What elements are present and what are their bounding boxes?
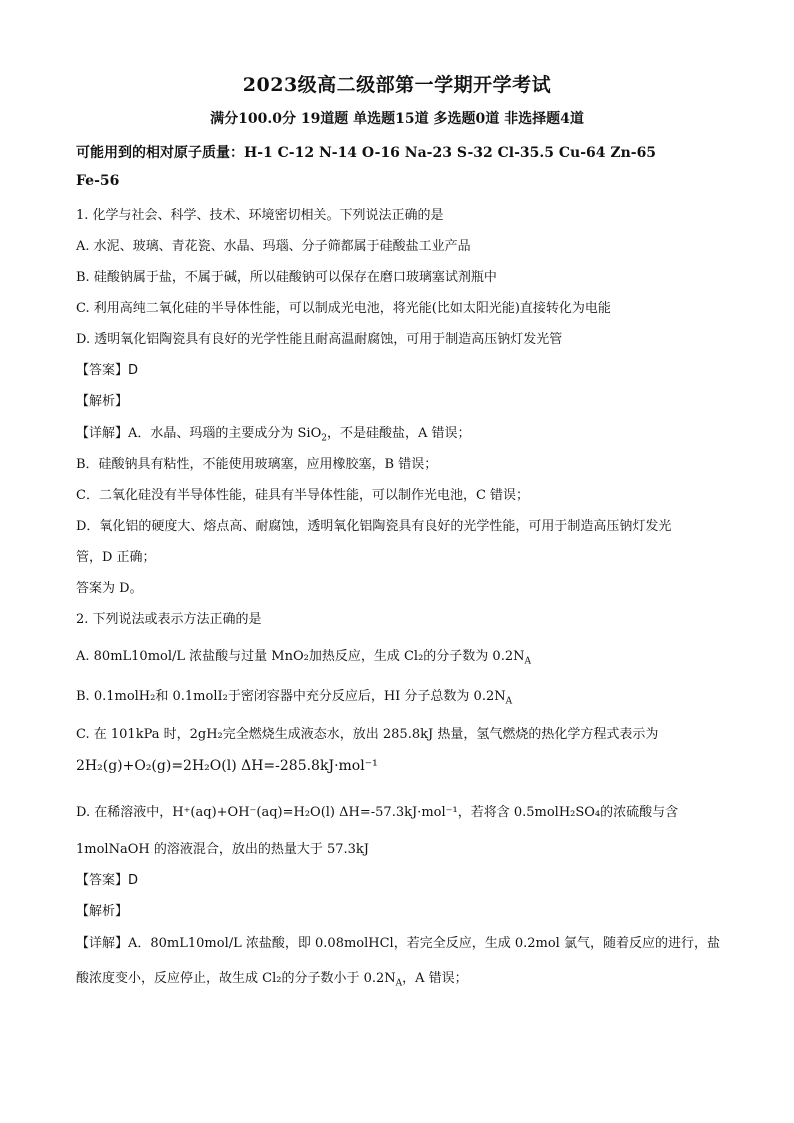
question-1-stem: 1. 化学与社会、科学、技术、环境密切相关。下列说法正确的是 [76, 208, 444, 223]
atomic-masses-line-2: Fe-56 [76, 173, 120, 189]
question-2-option-a [76, 645, 531, 667]
question-1-conclusion: 答案为 D。 [76, 581, 143, 596]
detail-2-tail: ，A 错误； [402, 971, 468, 986]
question-1-answer: 【答案】D [76, 363, 139, 378]
question-1-detail-d-cont: 管，D 正确； [76, 550, 156, 565]
question-1-analysis-label: 【解析】 [76, 394, 129, 409]
atomic-masses-line: 可能用到的相对原子质量：H-1 C-12 N-14 O-16 Na-23 S-32 Cl-35.5 Cu-64 Zn-65 [76, 145, 657, 161]
question-2-option-c: C. 在 101kPa 时，2gH₂完全燃烧生成液态水，放出 285.8kJ 热量，氢气燃烧的热化学方程式表示为 [76, 727, 659, 742]
question-2-answer: 【答案】D [76, 873, 139, 888]
detail-a-tail: ，不是硅酸盐，A 错误； [326, 426, 471, 441]
option-b-text: B. 0.1molH₂和 0.1molI₂于密闭容器中充分反应后，HI 分子总数为 0.2N [76, 689, 506, 704]
question-2-analysis-label: 【解析】 [76, 904, 129, 919]
na-subscript: A [395, 978, 403, 989]
thermochemical-equation: 2H₂(g)+O₂(g)=2H₂O(l) ΔH=-285.8kJ·mol⁻¹ [76, 758, 378, 774]
question-2-detail-1: 【详解】A．80mL10mol/L 浓盐酸，即 0.08molHCl，若完全反应，生成 0.2mol 氯气，随着反应的进行，盐 [76, 936, 720, 951]
question-1-detail-a [76, 422, 471, 444]
detail-a-subscript: 2 [321, 433, 327, 444]
detail-2-text: 酸浓度变小，反应停止，故生成 Cl₂的分子数小于 0.2N [76, 971, 396, 986]
question-1-detail-c: C．二氧化硅没有半导体性能，硅具有半导体性能，可以制作光电池，C 错误； [76, 488, 530, 503]
question-1-option-c: C. 利用高纯二氧化硅的半导体性能，可以制成光电池，将光能(比如太阳光能)直接转化为电能 [76, 301, 611, 316]
question-1-detail-b: B．硅酸钠具有粘性，不能使用玻璃塞，应用橡胶塞，B 错误； [76, 457, 438, 472]
question-1-option-d: D. 透明氧化铝陶瓷具有良好的光学性能且耐高温耐腐蚀，可用于制造高压钠灯发光管 [76, 332, 563, 347]
question-1-option-a: A. 水泥、玻璃、青花瓷、水晶、玛瑙、分子筛都属于硅酸盐工业产品 [76, 239, 471, 254]
exam-title: 2023级高二级部第一学期开学考试 [242, 74, 552, 96]
na-subscript: A [524, 656, 531, 667]
exam-summary: 满分100.0分 19道题 单选题15道 多选题0道 非选择题4道 [210, 111, 584, 127]
question-2-detail-2 [76, 967, 468, 989]
question-1-detail-d: D．氧化铝的硬度大、熔点高、耐腐蚀，透明氧化铝陶瓷具有良好的光学性能，可用于制造高压钠灯发光 [76, 519, 672, 534]
na-subscript: A [505, 696, 513, 707]
option-a-text: A. 80mL10mol/L 浓盐酸与过量 MnO₂加热反应，生成 Cl₂的分子数为 0.2N [76, 649, 525, 664]
detail-a-text: 【详解】A．水晶、玛瑙的主要成分为 SiO [76, 426, 322, 441]
question-2-option-d-cont: 1molNaOH 的溶液混合，放出的热量大于 57.3kJ [76, 842, 370, 857]
question-2-option-d: D. 在稀溶液中，H⁺(aq)+OH⁻(aq)=H₂O(l) ΔH=-57.3kJ·mol⁻¹，若将含 0.5molH₂SO₄的浓硫酸与含 [76, 805, 679, 820]
question-2-option-b [76, 685, 513, 707]
question-2-stem: 2. 下列说法或表示方法正确的是 [76, 612, 262, 627]
question-1-option-b: B. 硅酸钠属于盐，不属于碱，所以硅酸钠可以保存在磨口玻璃塞试剂瓶中 [76, 270, 497, 285]
